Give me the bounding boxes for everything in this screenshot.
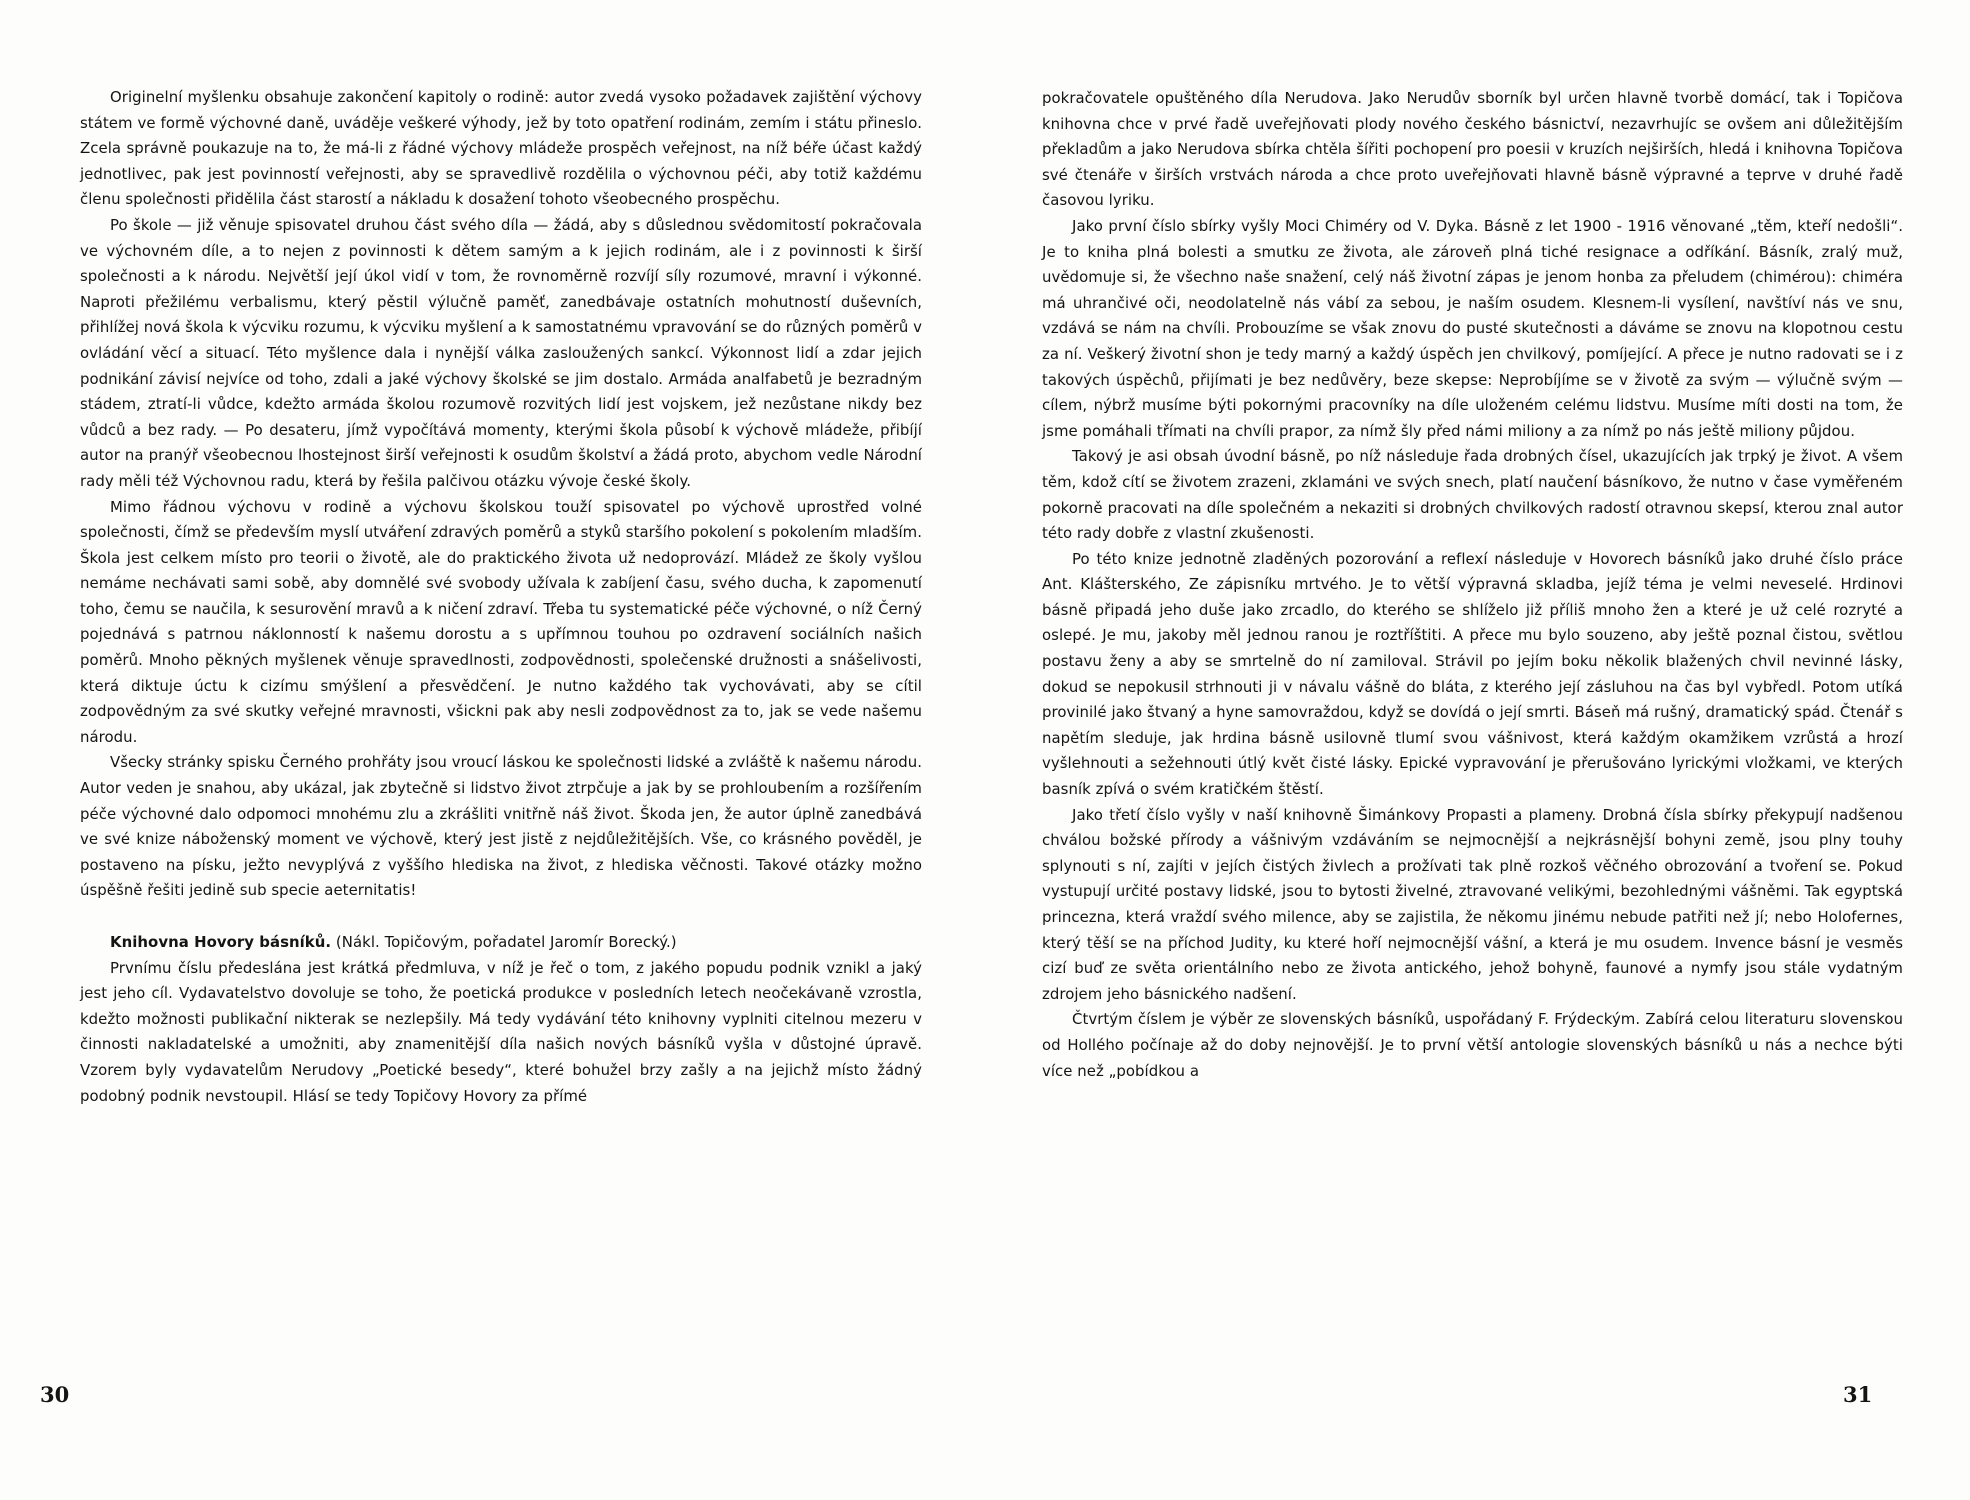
right-text-column (1042, 86, 1903, 1084)
paragraph: Čtvrtým číslem je výběr ze slovenských básníků, uspořádaný F. Frýdeckým. Zabírá celou literaturu slovenskou od Hollého počínaje až do doby nejnovější. Je to první větší antologie slovenských básníků u nás a nechce býti více než „pobídkou a (1042, 1010, 1903, 1080)
review-heading: Knihovna Hovory básníků. (110, 933, 332, 951)
paragraph: Takový je asi obsah úvodní básně, po níž následuje řada drobných čísel, ukazujících jak trpký je život. A všem těm, kdož cítí se životem zrazeni, zklamáni ve svých snech, platí naučení básníkovo, že nutno v čase vyměřeném pokorně pracovati na díle společném a nekaziti si drobných chvilkových radostí otravnou skepsí, kterou znal autor této rady dobře z vlastní zkušenosti. (1042, 447, 1903, 543)
left-text-column (80, 85, 922, 1109)
paragraph: Jako třetí číslo vyšly v naší knihovně Šimánkovy Propasti a plameny. Drobná čísla sbírky překypují nadšenou chválou božské přírody a vášnivým vzdáváním se nejmocnější a nejkrásnější bohyni země, jsou plny touhy splynouti s ní, zajíti v jejích čistých živlech a prožívati tak plně rozkoš věčného obrozování a tvoření se. Pokud vystupují určité postavy lidské, jsou to bytosti živelné, ztravované velikými, bezohlednými vášněmi. Tak egyptská princezna, která vraždí svého milence, aby se zajistila, že někomu jinému nebude patřiti než jí; nebo Holofernes, který těší se na příchod Judity, ku které hoří nejmocnější vášní, a která je mu osudem. Invence básní je vesměs cizí buď ze světa orientálního nebo ze života antického, jehož bohyně, faunové a nymfy jsou stále vydatným zdrojem jeho básnického nadšení. (1042, 805, 1903, 1003)
paragraph: Originelní myšlenku obsahuje zakončení kapitoly o rodině: autor zvedá vysoko požadavek zajištění výchovy státem ve formě výchovné daně, uváděje veškeré výhody, jež by toto opatření rodinám, zemím i státu přineslo. Zcela správně poukazuje na to, že má-li z řádné výchovy mládeže prospěch veřejnost, na níž béře účast každý jednotlivec, pak jest povinností veřejnosti, aby se spravedlivě rozdělila o výchovnou péči, aby totiž každému členu společnosti přidělila část starostí a nákladu k dosažení tohoto všeobecného prospěchu. (80, 88, 922, 209)
paragraph: Všecky stránky spisku Černého prohřáty jsou vroucí láskou ke společnosti lidské a zvláště k našemu národu. Autor veden je snahou, aby ukázal, jak zbytečně si lidstvo život ztrpčuje a jak by se prohloubením a rozšířením péče výchovné dalo odpomoci mnohému zlu a zkrášliti vnitřně náš život. Škoda jen, že autor úplně zanedbává ve své knize náboženský moment ve výchově, který jest jistě z nejdůležitějších. Vše, co krásného pověděl, je postaveno na písku, ježto nevyplývá z vyššího hlediska na život, z hlediska věčnosti. Takové otázky možno úspěšně řešiti jedině sub specie aeternitatis! (80, 753, 922, 900)
right-page (985, 0, 1970, 1500)
page-number: 31 (1843, 1382, 1873, 1407)
paragraph: Po této knize jednotně zladěných pozorování a reflexí následuje v Hovorech básníků jako druhé číslo práce Ant. Klášterského, Ze zápisníku mrtvého. Je to větší výpravná skladba, jejíž téma je velmi neveselé. Hrdinovi básně připadá jeho duše jako zrcadlo, do kterého se shlíželo již příliš mnoho žen a které je už celé rozryté a oslepé. Je mu, jakoby měl jednou ranou je roztříštiti. A přece mu bylo souzeno, aby ještě poznal čistou, světlou postavu ženy a aby se smrtelně do ní zamiloval. Strávil po jejím boku několik blažených chvil nevinné lásky, dokud se nepokusil strhnouti ji v návalu vášně do bláta, z kterého její zásluhou na čas byl vybředl. Potom utíká provinilé jako štvaný a hyne samovraždou, když se dovídá o její smrti. Báseň má rušný, dramatický spád. Čtenář s napětím sleduje, jak hrdina básně usilovně tlumí svou vášnivost, která každým okamžikem vzrůstá a hrozí vyšlehnouti a sežehnouti útlý květ čisté lásky. Epické vypravování je přerušováno lyrickými vložkami, ve kterých basník zpívá o svém kratičkém štěstí. (1042, 549, 1903, 799)
page-number: 30 (40, 1382, 70, 1407)
paragraph: Jako první číslo sbírky vyšly Moci Chiméry od V. Dyka. Básně z let 1900 - 1916 věnované „těm, kteří nedošli“. Je to kniha plná bolesti a smutku ze života, ale zároveň plná tiché resignace a odříkání. Básník, zralý muž, uvědomuje si, že všechno naše snažení, celý náš životní zápas je jenom honba za přeludem (chimérou): chiméra má uhrančivé oči, neodolatelně nás vábí za sebou, je naším osudem. Klesnem-li vysílení, navštíví nás ve snu, vzdává se nám na chvíli. Probouzíme se však znovu do pusté skutečnosti a dáváme se znovu na klopotnou cestu za ní. Veškerý životní shon je tedy marný a každý úspěch jen chvilkový, pomíjející. A přece je nutno radovati se i z takových úspěchů, přijímati je bez nedůvěry, beze skepse: Neprobíjíme se v životě za svým — výlučně svým — cílem, nýbrž musíme býti pokornými pracovníky na díle uloženém celému lidstvu. Musíme míti dosti na tom, že jsme pomáhali třímati na chvíli prapor, za nímž šly před námi miliony a za nímž po nás ještě miliony půjdou. (1042, 216, 1903, 440)
paragraph: Mimo řádnou výchovu v rodině a výchovu školskou touží spisovatel po výchově uprostřed volné společnosti, čímž se především myslí utváření zdravých poměrů a styků staršího pokolení s pokolením mladším. Škola jest celkem místo pro teorii o životě, ale do praktického života už nedoprovází. Mládež ze školy vyšlou nemáme nechávati sami sobě, aby domnělé své svobody užívala k zabíjení času, svého ducha, k zapomenutí toho, čemu se naučila, k sesurovění mravů a k ničení zdraví. Třeba tu systematické péče výchovné, o níž Černý pojednává s patrnou náklonností k našemu dorostu a s upřímnou touhou po ozdravení sociálních našich poměrů. Mnoho pěkných myšlenek věnuje spravedlnosti, zodpovědnosti, společenské družnosti a snášelivosti, která diktuje úctu k cizímu smýšlení a přesvědčení. Je nutno každého tak vychovávati, aby se cítil zodpovědným za své skutky veřejné mravnosti, všickni pak aby nesli zodpovědnost za to, jak se vede našemu národu. (80, 497, 922, 746)
paragraph: Po škole — již věnuje spisovatel druhou část svého díla — žádá, aby s důslednou svědomitostí pokračovala ve výchovném díle, a to nejen z povinnosti k dětem samým a k jejich rodinám, ale i z povinnosti k širší společnosti a k národu. Největší její úkol vidí v tom, že rovnoměrně rozvíjí síly rozumové, mravní i výkonné. Naproti přežilému verbalismu, který pěstil výlučně paměť, zanedbávaje ostatních mohutností duševních, přihlížej nová škola k výcviku rozumu, k výcviku myšlení a k samostatnému vpravování se do různých poměrů v ovládání věcí a situací. Této myšlence dala i nynější válka zasloužených sankcí. Výkonnost lidí a zdar jejich podnikání závisí nejvíce od toho, zdali a jaké výchovy školské se jim dostalo. Armáda analfabetů je bezradným stádem, ztratí-li vůdce, kdežto armáda školou rozumově rozvitých lidí jest vojskem, jež nezůstane nikdy bez vůdců a bez rady. — Po desateru, jímž vypočítává momenty, kterými škola působí k výchově mládeže, přibíjí autor na pranýř všeobecnou lhostejnost širší veřejnosti k osudům školství a žádá proto, abychom vedle Národní rady měli též Výchovnou radu, která by řešila palčivou otázku vývoje české školy. (80, 215, 922, 490)
paragraph: Prvnímu číslu předeslána jest krátká předmluva, v níž je řeč o tom, z jakého popudu podnik vznikl a jaký jest jeho cíl. Vydavatelstvo dovoluje se toho, že poetická produkce v posledních letech neočekávaně vzrostla, kdežto možnosti publikační nikterak se nezlepšily. Má tedy vydávání této knihovny vyplniti citelnou mezeru v činnosti nakladatelské a umožniti, aby znamenitější díla našich nových básníků vyšla v důstojné úpravě. Vzorem byly vydavatelům Nerudovy „Poetické besedy“, které bohužel brzy zašly a na jejichž místo žádný podobný podnik nevstoupil. Hlásí se tedy Topičovy Hovory za přímé (80, 958, 922, 1105)
review-imprint: (Nákl. Topičovým, pořadatel Jaromír Borecký.) (335, 933, 677, 951)
paragraph: pokračovatele opuštěného díla Nerudova. Jako Nerudův sborník byl určen hlavně tvorbě domácí, tak i Topičova knihovna chce v prvé řadě uveřejňovati plody nového českého básnictví, nezavrhujíc se ovšem ani důležitějším překladům a jako Nerudova sbírka chtěla šířiti pochopení pro poesii v kruzích nejširších, hledá i knihovna Topičova své čtenáře v širších vrstvách národa a chce proto uveřejňovati hlavně básně výpravné a teprve v druhé řadě časovou lyriku. (1042, 89, 1903, 210)
review-paragraph (80, 930, 922, 956)
